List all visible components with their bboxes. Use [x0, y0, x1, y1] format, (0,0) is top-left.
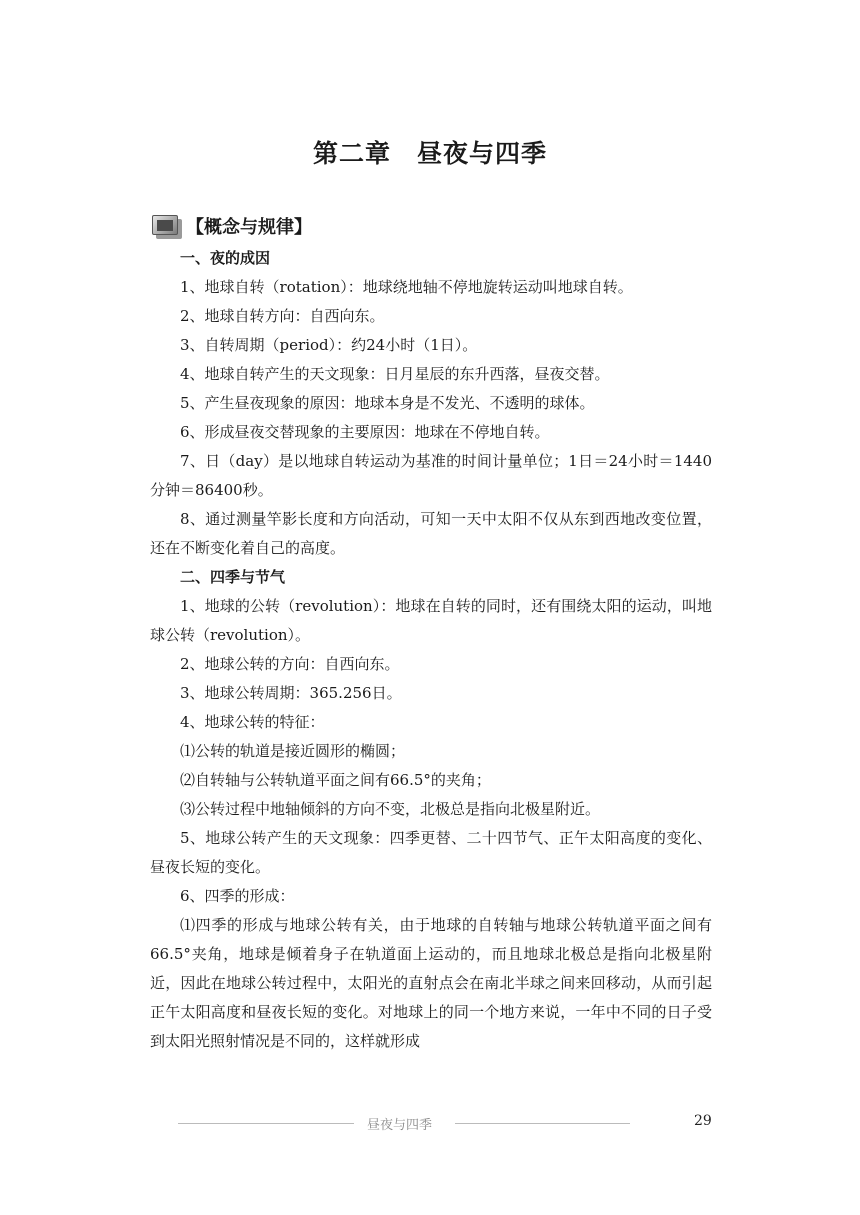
paragraph: 2、地球自转方向：自西向东。 [180, 307, 385, 325]
paragraph: 5、产生昼夜现象的原因：地球本身是不发光、不透明的球体。 [180, 394, 595, 412]
section-header [150, 209, 312, 243]
paragraph: 6、形成昼夜交替现象的主要原因：地球在不停地自转。 [180, 423, 550, 441]
paragraph: 3、地球公转周期：365.256日。 [180, 684, 402, 702]
paragraph: ⑵自转轴与公转轨道平面之间有66.5°的夹角； [180, 771, 491, 789]
page-footer [0, 1112, 860, 1136]
paragraph: 6、四季的形成： [180, 887, 295, 905]
page-number: 29 [694, 1113, 712, 1129]
paragraph: 4、地球自转产生的天文现象：日月星辰的东升西落，昼夜交替。 [180, 365, 610, 383]
paragraph: ⑴公转的轨道是接近圆形的椭圆； [180, 742, 406, 760]
chapter-title: 第二章 昼夜与四季 [312, 139, 547, 168]
running-title: 昼夜与四季 [367, 1118, 433, 1133]
footer-rule-right [455, 1123, 630, 1124]
section-label: 【概念与规律】 [186, 217, 312, 238]
paragraph: 3、自转周期（period）：约24小时（1日）。 [180, 336, 478, 354]
footer-rule-left [178, 1123, 354, 1124]
paragraph: 1、地球的公转（revolution）：地球在自转的同时，还有围绕太阳的运动，叫地球公转（revolution）。 [150, 597, 712, 644]
paragraph: 7、日（day）是以地球自转运动为基准的时间计量单位；1日＝24小时＝1440分钟＝86400秒。 [150, 452, 712, 499]
paragraph: 5、地球公转产生的天文现象：四季更替、二十四节气、正午太阳高度的变化、昼夜长短的变化。 [150, 829, 712, 876]
paragraph: 8、通过测量竿影长度和方向活动，可知一天中太阳不仅从东到西地改变位置，还在不断变化着自己的高度。 [150, 510, 712, 557]
body-text [150, 244, 712, 1056]
section-heading: 一、夜的成因 [180, 249, 271, 267]
paragraph: ⑴四季的形成与地球公转有关，由于地球的自转轴与地球公转轨道平面之间有66.5°夹角，地球是倾着身子在轨道面上运动的，而且地球北极总是指向北极星附近，因此在地球公转过程中，太阳光的直射点会在南北半球之间来回移动，从而引起正午太阳高度和昼夜长短的变化。对地球上的同一个地方来说，一年中不同的日子受到太阳光照射情况是不同的，这样就形成 [150, 916, 712, 1050]
paragraph: 1、地球自转（rotation）：地球绕地轴不停地旋转运动叫地球自转。 [180, 278, 633, 296]
paragraph: 4、地球公转的特征： [180, 713, 325, 731]
paragraph: 2、地球公转的方向：自西向东。 [180, 655, 400, 673]
section-heading: 二、四季与节气 [180, 568, 286, 586]
paragraph: ⑶公转过程中地轴倾斜的方向不变，北极总是指向北极星附近。 [180, 800, 601, 818]
folder-box-icon [150, 213, 182, 239]
